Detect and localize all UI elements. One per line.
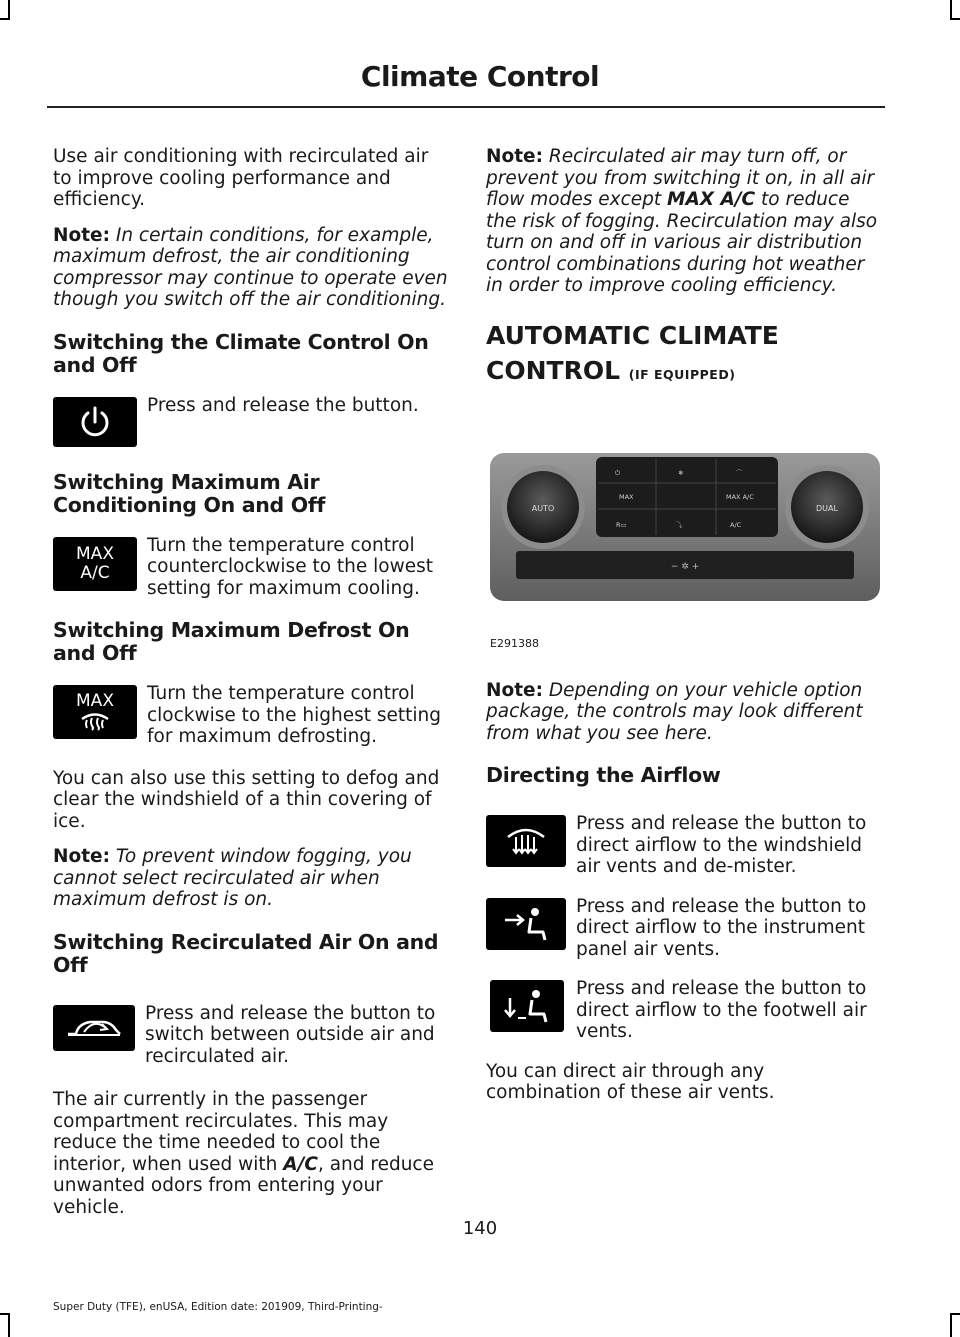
image-id: E291388 — [490, 636, 539, 650]
photo-max-ac-label: MAX A/C — [726, 492, 754, 501]
max-defrost-description: Turn the temperature control clockwise to the highest setting for maximum defrosting. — [147, 683, 442, 747]
svg-text:R▭: R▭ — [616, 520, 627, 529]
max-ac-emphasis: MAX A/C — [667, 189, 756, 210]
ac-emphasis: A/C — [283, 1153, 318, 1175]
section-title-line1: AUTOMATIC CLIMATE — [486, 320, 779, 350]
footwell-vent-icon — [490, 980, 564, 1032]
crop-mark — [950, 0, 952, 20]
crop-mark — [8, 1313, 10, 1337]
defog-paragraph: You can also use this setting to defog and clear the windshield of a thin covering of ice. — [53, 767, 440, 832]
photo-ac-label: A/C — [730, 520, 742, 529]
svg-text:⌒: ⌒ — [736, 468, 743, 477]
page-number: 140 — [462, 1218, 498, 1239]
max-defrost-instruction — [53, 683, 449, 748]
crop-mark — [950, 1313, 960, 1315]
svg-text:❄: ❄ — [678, 468, 684, 477]
photo-max-defrost-label: MAX — [619, 492, 634, 501]
note-paragraph — [486, 146, 882, 297]
max-ac-description: Turn the temperature control counterclockwise to the lowest setting for maximum cooling. — [147, 534, 434, 599]
note-text: In certain conditions, for example, maximum defrost, the air conditioning compressor may continue to operate even though you switch off the air conditioning. — [53, 224, 448, 310]
section-heading-climate-on-off: Switching the Climate Control On and Off — [53, 329, 429, 377]
svg-text:− ✲ +: − ✲ + — [670, 561, 700, 572]
recirculation-instruction — [53, 1003, 449, 1068]
footwell-airflow-description: Press and release the button to direct airflow to the footwell air vents. — [576, 978, 867, 1042]
note-text: Depending on your vehicle option package, the controls may look different from what you see here. — [486, 679, 863, 744]
photo-auto-label: AUTO — [531, 503, 555, 513]
recirc-text-b: , and reduce unwanted odors from entering your vehicle. — [53, 1153, 434, 1218]
section-heading-max-ac: Switching Maximum Air Conditioning On and Off — [53, 469, 326, 517]
note-text-a: Recirculated air may turn off, or prevent you from switching it on, in all air flow modes except — [486, 146, 875, 210]
section-heading-recirculated: Switching Recirculated Air On and Off — [53, 929, 439, 977]
panel-airflow-instruction — [486, 896, 882, 961]
airflow-combination-paragraph: You can direct air through any combination of these air vents. — [486, 1060, 775, 1103]
note-text: To prevent window fogging, you cannot select recirculated air when maximum defrost is on. — [53, 846, 412, 910]
windshield-airflow-description: Press and release the button to direct airflow to the windshield air vents and de-mister. — [576, 813, 867, 877]
power-instruction — [53, 395, 449, 447]
windshield-airflow-instruction — [486, 813, 882, 878]
note-paragraph — [486, 680, 882, 745]
max-defrost-icon-text: MAX — [76, 691, 114, 711]
crop-mark — [8, 0, 10, 20]
panel-airflow-description: Press and release the button to direct airflow to the instrument panel air vents. — [576, 895, 867, 960]
section-title-automatic-climate — [486, 321, 882, 391]
max-ac-instruction — [53, 535, 449, 600]
max-ac-icon-top: MAX — [76, 543, 114, 564]
recirculation-description: Press and release the button to switch between outside air and recirculated air. — [145, 1002, 436, 1067]
section-heading-airflow: Directing the Airflow — [486, 763, 721, 787]
recirc-text-a: The air currently in the passenger compartment recirculates. This may reduce the time needed to cool the interior, when used with — [53, 1089, 389, 1175]
footwell-airflow-instruction — [486, 978, 882, 1043]
max-defrost-icon — [53, 685, 137, 739]
power-description: Press and release the button. — [147, 394, 419, 416]
max-ac-icon — [53, 537, 137, 591]
crop-mark — [950, 18, 960, 20]
svg-text:⤵: ⤵ — [676, 520, 683, 529]
crop-mark — [0, 1313, 10, 1315]
climate-panel-photo — [486, 447, 882, 633]
crop-mark — [0, 18, 10, 20]
recirculation-icon — [53, 1005, 135, 1051]
intro-paragraph: Use air conditioning with recirculated air to improve cooling performance and efficiency. — [53, 146, 429, 210]
panel-vent-icon — [486, 898, 566, 950]
section-title-line2: CONTROL — [486, 355, 621, 385]
max-ac-icon-bottom: A/C — [80, 562, 110, 583]
crop-mark — [950, 1313, 952, 1337]
right-column — [486, 146, 882, 1118]
section-qualifier: (IF EQUIPPED) — [628, 366, 736, 382]
recirculation-paragraph — [53, 1089, 449, 1218]
section-heading-max-defrost: Switching Maximum Defrost On and Off — [53, 618, 410, 665]
left-column — [53, 146, 449, 1232]
note-label: Note: — [53, 846, 110, 867]
power-icon — [53, 397, 137, 447]
note-text-b: to reduce the risk of fogging. Recirculation may also turn on and off in various air distribution control combinations during hot weather in order to improve cooling efficiency. — [486, 189, 878, 296]
photo-dual-label: DUAL — [816, 503, 838, 513]
note-label: Note: — [486, 679, 543, 701]
windshield-defrost-icon — [486, 815, 566, 867]
note-paragraph — [53, 225, 449, 311]
header-divider — [47, 106, 885, 108]
note-label: Note: — [486, 146, 543, 167]
note-label: Note: — [53, 224, 110, 246]
page-title: Climate Control — [360, 60, 600, 93]
svg-text:⏻: ⏻ — [615, 468, 621, 477]
note-paragraph — [53, 846, 449, 911]
footer-edition: Super Duty (TFE), enUSA, Edition date: 201909, Third-Printing- — [53, 1301, 383, 1313]
